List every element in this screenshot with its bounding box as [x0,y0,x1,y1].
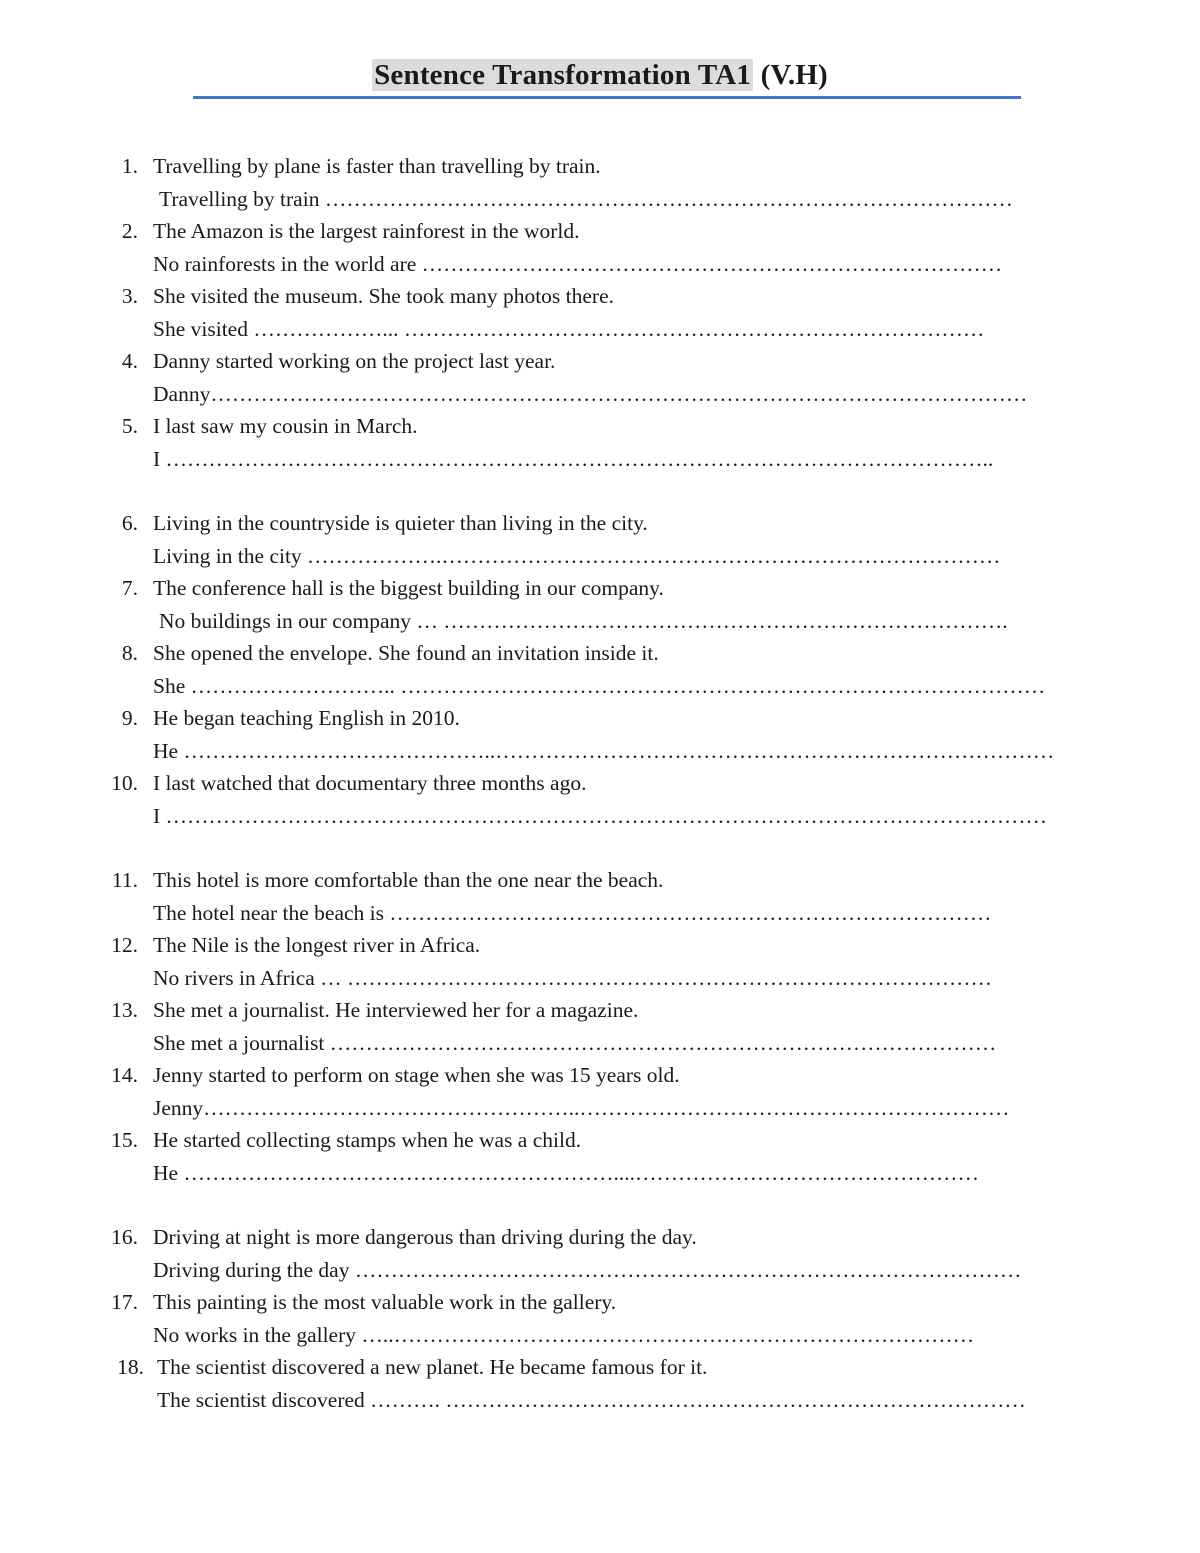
exercise-number: 17. [111,1290,138,1314]
exercise-prompt: Travelling by plane is faster than travelling by train. [153,154,601,178]
exercise-number: 2. [121,219,138,243]
exercise-item [0,767,1200,832]
page-title [0,55,1200,95]
exercise-prompt: The Amazon is the largest rainforest in the world. [153,219,580,243]
exercise-prompt: Driving at night is more dangerous than driving during the day. [153,1225,697,1249]
exercise-prompt: He began teaching English in 2010. [153,706,460,730]
exercise-answer: No rainforests in the world are ……………………………………………………………………… [153,251,1003,276]
exercise-list [0,150,1200,1416]
exercise-item [0,1221,1200,1286]
exercise-answer: Driving during the day ………………………………………………………………………………… [153,1257,1022,1282]
exercise-number: 5. [121,414,138,438]
exercise-item [0,637,1200,702]
exercise-number: 7. [121,576,138,600]
title-main: Sentence Transformation TA1 [374,59,752,91]
exercise-prompt: I last watched that documentary three months ago. [153,771,587,795]
exercise-item [0,929,1200,994]
exercise-item [0,702,1200,767]
exercise-answer: No rivers in Africa … ……………………………………………………………………………… [153,965,993,990]
exercise-item [0,864,1200,929]
exercise-prompt: The scientist discovered a new planet. He became famous for it. [157,1355,708,1379]
exercise-item [0,994,1200,1059]
exercise-number: 16. [111,1225,138,1249]
exercise-item [0,1124,1200,1189]
exercise-item [0,1286,1200,1351]
exercise-item [0,280,1200,345]
exercise-answer: Living in the city ……………….…………………………………………………………………… [153,543,1001,568]
exercise-number: 4. [121,349,138,373]
exercise-prompt: The Nile is the longest river in Africa. [153,933,481,957]
title-underline [193,96,1021,99]
exercise-item [0,345,1200,410]
exercise-prompt: This hotel is more comfortable than the one near the beach. [153,868,664,892]
exercise-item [0,1059,1200,1124]
exercise-prompt: She visited the museum. She took many photos there. [153,284,615,308]
exercise-item [0,215,1200,280]
exercise-number: 3. [121,284,138,308]
exercise-answer: No works in the gallery …..……………………………………………………………………… [153,1322,975,1347]
exercise-answer: She ……………………….. ……………………………………………………………………………… [153,673,1046,698]
exercise-number: 9. [121,706,138,730]
exercise-number: 12. [111,933,138,957]
exercise-answer: The scientist discovered ………. ……………………………………………………………………… [157,1387,1026,1412]
exercise-prompt: Jenny started to perform on stage when she was 15 years old. [153,1063,680,1087]
exercise-answer: She met a journalist ………………………………………………………………………………… [153,1030,997,1055]
exercise-number: 13. [111,998,138,1022]
exercise-number: 8. [121,641,138,665]
exercise-answer: The hotel near the beach is ………………………………………………………………………… [153,900,992,925]
exercise-item [0,1351,1200,1416]
exercise-answer: Danny…………………………………………………………………………………………………… [153,381,1028,406]
exercise-answer: I …………………………………………………………………………………………………………… [153,803,1048,828]
exercise-prompt: Living in the countryside is quieter than living in the city. [153,511,648,535]
exercise-answer: He ……………………………………..…………………………………………………………………… [153,738,1055,763]
exercise-answer: Travelling by train …………………………………………………………………………………… [159,186,1013,211]
exercise-prompt: The conference hall is the biggest building in our company. [153,576,664,600]
exercise-prompt: I last saw my cousin in March. [153,414,418,438]
exercise-prompt: She met a journalist. He interviewed her for a magazine. [153,998,639,1022]
exercise-item [0,507,1200,572]
exercise-prompt: Danny started working on the project last year. [153,349,556,373]
exercise-number: 6. [121,511,138,535]
exercise-answer: I …………………………………………………………………………………………………….. [153,446,994,471]
exercise-answer: She visited ………………... ……………………………………………………………………… [153,316,985,341]
exercise-item [0,572,1200,637]
exercise-answer: No buildings in our company … ……………………………………………………………………. [159,608,1008,633]
exercise-prompt: She opened the envelope. She found an invitation inside it. [153,641,659,665]
title-suffix: (V.H) [753,59,828,91]
exercise-number: 15. [111,1128,138,1152]
exercise-item [0,410,1200,475]
exercise-answer: He ……………………………………………………....………………………………………… [153,1160,979,1185]
exercise-number: 14. [111,1063,138,1087]
exercise-prompt: He started collecting stamps when he was a child. [153,1128,582,1152]
exercise-number: 11. [111,868,138,892]
exercise-answer: Jenny……………………………………………..…………………………………………………… [153,1095,1010,1120]
exercise-item [0,150,1200,215]
exercise-number: 10. [111,771,138,795]
exercise-prompt: This painting is the most valuable work in the gallery. [153,1290,617,1314]
exercise-number: 18. [117,1355,144,1379]
exercise-number: 1. [121,154,138,178]
